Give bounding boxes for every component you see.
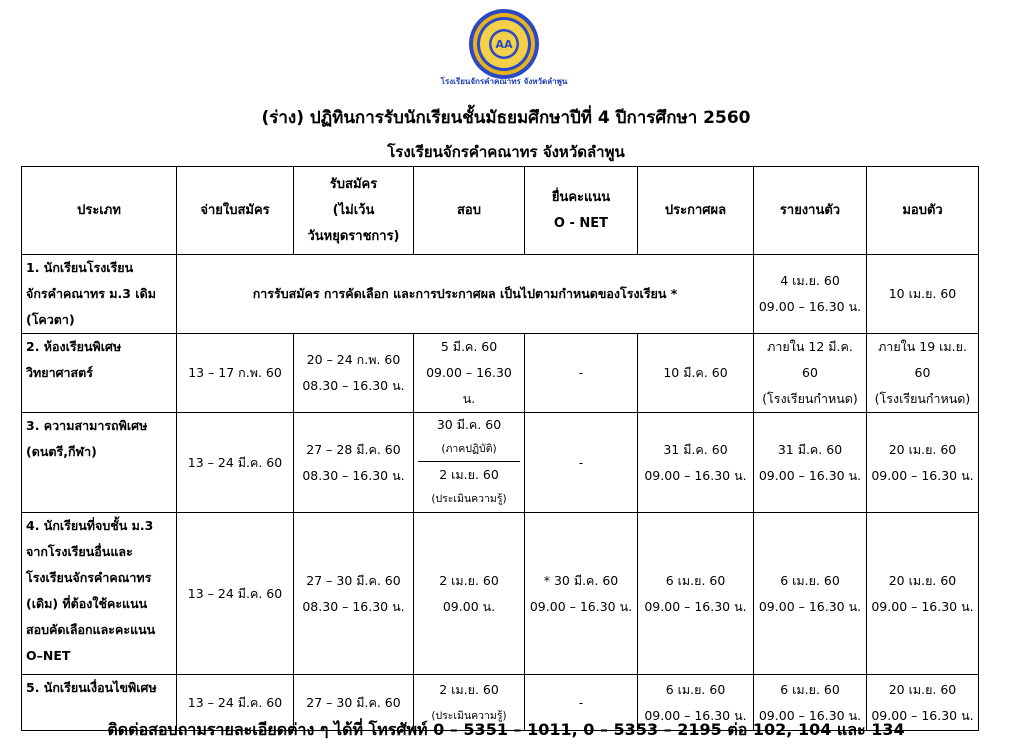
logo-caption: โรงเรียนจักรคำคณาทร จังหวัดลำพูน [440, 77, 568, 86]
distribute-cell: 13 – 17 ก.พ. 60 [177, 334, 294, 413]
deliver-cell: 10 เม.ย. 60 [867, 255, 979, 334]
exam-practical: 30 มี.ค. 60 (ภาคปฏิบัติ) [418, 413, 520, 462]
schedule-table [21, 166, 979, 731]
header-row [22, 167, 979, 255]
announce-cell: 6 เม.ย. 60 09.00 – 16.30 น. [638, 513, 754, 675]
header-distribute: จ่ายใบสมัคร [177, 167, 294, 255]
logo-emblem: AA [495, 38, 513, 51]
exam-cell: 5 มี.ค. 60 09.00 – 16.30 น. [414, 334, 525, 413]
deliver-cell: 20 เม.ย. 60 09.00 – 16.30 น. [867, 413, 979, 513]
report-cell: 6 เม.ย. 60 09.00 – 16.30 น. [754, 513, 867, 675]
header-onet: ยื่นคะแนน O - NET [525, 167, 638, 255]
deliver-cell: 20 เม.ย. 60 09.00 – 16.30 น. [867, 675, 979, 731]
onet-cell: - [525, 413, 638, 513]
report-cell: ภายใน 12 มี.ค. 60 (โรงเรียนกำหนด) [754, 334, 867, 413]
distribute-cell: 13 – 24 มี.ค. 60 [177, 413, 294, 513]
header-apply: รับสมัคร (ไม่เว้น วันหยุดราชการ) [294, 167, 414, 255]
report-cell: 6 เม.ย. 60 09.00 – 16.30 น. [754, 675, 867, 731]
exam-cell: 2 เม.ย. 60 (ประเมินความรู้) [414, 675, 525, 731]
table-row [22, 513, 979, 675]
row-category: 4. นักเรียนที่จบชั้น ม.3 จากโรงเรียนอื่นและ โรงเรียนจักรคำคณาทร (เดิม) ที่ต้องใช้คะแนน สอบคัดเลือกและคะแนน O–NET [22, 513, 177, 675]
table-row [22, 334, 979, 413]
deliver-cell: 20 เม.ย. 60 09.00 – 16.30 น. [867, 513, 979, 675]
distribute-cell: 13 – 24 มี.ค. 60 [177, 513, 294, 675]
apply-cell: 27 – 30 มี.ค. 60 08.30 – 16.30 น. [294, 513, 414, 675]
row-category: 1. นักเรียนโรงเรียน จักรคำคณาทร ม.3 เดิม (โควตา) [22, 255, 177, 334]
announce-cell: 6 เม.ย. 60 09.00 – 16.30 น. [638, 675, 754, 731]
page-title: (ร่าง) ปฏิทินการรับนักเรียนชั้นมัธยมศึกษาปีที่ 4 ปีการศึกษา 2560 [261, 108, 751, 128]
onet-cell: - [525, 334, 638, 413]
merged-note-cell: การรับสมัคร การคัดเลือก และการประกาศผล เป็นไปตามกำหนดของโรงเรียน * [177, 255, 754, 334]
header-report: รายงานตัว [754, 167, 867, 255]
page-subtitle: โรงเรียนจักรคำคณาทร จังหวัดลำพูน [387, 143, 625, 161]
row-category: 3. ความสามารถพิเศษ (ดนตรี,กีฬา) [22, 413, 177, 513]
onet-cell: * 30 มี.ค. 60 09.00 – 16.30 น. [525, 513, 638, 675]
row-category: 5. นักเรียนเงื่อนไขพิเศษ [22, 675, 177, 731]
row-category: 2. ห้องเรียนพิเศษ วิทยาศาสตร์ [22, 334, 177, 413]
report-cell: 31 มี.ค. 60 09.00 – 16.30 น. [754, 413, 867, 513]
school-logo [440, 6, 568, 86]
table-row [22, 255, 979, 334]
header-type: ประเภท [22, 167, 177, 255]
header-announce: ประกาศผล [638, 167, 754, 255]
report-cell: 4 เม.ย. 60 09.00 – 16.30 น. [754, 255, 867, 334]
header-deliver: มอบตัว [867, 167, 979, 255]
exam-knowledge: 2 เม.ย. 60 (ประเมินความรู้) [431, 467, 507, 505]
apply-cell: 27 – 28 มี.ค. 60 08.30 – 16.30 น. [294, 413, 414, 513]
apply-cell: 20 – 24 ก.พ. 60 08.30 – 16.30 น. [294, 334, 414, 413]
exam-cell-split [414, 413, 525, 513]
onet-cell: - [525, 675, 638, 731]
apply-cell: 27 – 30 มี.ค. 60 [294, 675, 414, 731]
exam-cell: 2 เม.ย. 60 09.00 น. [414, 513, 525, 675]
contact-footer: ติดต่อสอบถามรายละเอียดต่าง ๆ ได้ที่ โทรศัพท์ 0 – 5351 – 1011, 0 – 5353 – 2195 ต่อ 102, 104 และ 134 [107, 720, 905, 739]
table-row [22, 413, 979, 513]
header-exam: สอบ [414, 167, 525, 255]
announce-cell: 31 มี.ค. 60 09.00 – 16.30 น. [638, 413, 754, 513]
deliver-cell: ภายใน 19 เม.ย. 60 (โรงเรียนกำหนด) [867, 334, 979, 413]
distribute-cell: 13 – 24 มี.ค. 60 [177, 675, 294, 731]
announce-cell: 10 มี.ค. 60 [638, 334, 754, 413]
